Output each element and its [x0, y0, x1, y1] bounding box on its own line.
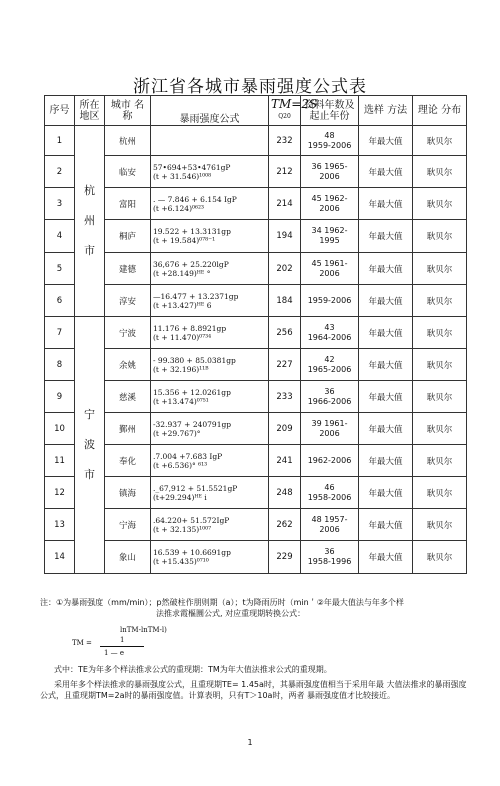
cell-formula: [151, 317, 269, 349]
cell-years: 34 1962- 1995: [301, 220, 359, 253]
cell-method: 年最大值: [359, 220, 413, 253]
formula-numerator: ._67,912 + 51.5521gP: [153, 483, 238, 493]
cell-seq: 7: [45, 317, 75, 349]
cell-seq: 14: [45, 541, 75, 574]
cell-dist: 耿贝尔: [413, 156, 467, 188]
cell-years: 1962-2006: [301, 445, 359, 477]
header-seq: 序号: [45, 96, 75, 126]
cell-dist: 耿贝尔: [413, 541, 467, 574]
cell-region-ningbo: [75, 317, 105, 574]
cell-tm: 212: [269, 156, 301, 188]
formula-denominator: (t + 32.135)¹⁰⁰⁷: [153, 524, 212, 534]
cell-seq: 13: [45, 509, 75, 541]
table-row: [45, 541, 467, 574]
cell-tm: 248: [269, 477, 301, 509]
table-row: [45, 509, 467, 541]
cell-seq: 1: [45, 126, 75, 156]
header-method: 选样 方法: [359, 96, 413, 126]
cell-method: 年最大值: [359, 445, 413, 477]
cell-formula: [151, 349, 269, 381]
table-row: [45, 253, 467, 285]
formula-numerator: 57•694+53•4761gP: [153, 162, 231, 172]
cell-tm: 202: [269, 253, 301, 285]
table-row: [45, 413, 467, 445]
cell-years: 36 1958-1996: [301, 541, 359, 574]
cell-years: 45 1961-2006: [301, 253, 359, 285]
conversion-formula: [72, 624, 272, 664]
cell-dist: 耿贝尔: [413, 220, 467, 253]
formula-numerator: .64.220+ 51.572IgP: [153, 515, 230, 525]
note-line-3: 式中：TE为年多个样法推求公式的重现期：TM为年大值法推求公式的重现期。: [54, 665, 332, 674]
table-row: [45, 285, 467, 317]
formula-numerator: 16.539 + 10.6691gp: [153, 548, 231, 557]
table-row: [45, 156, 467, 188]
cell-years: 39 1961-2006: [301, 413, 359, 445]
cell-formula: [151, 285, 269, 317]
cell-formula: [151, 253, 269, 285]
cell-dist: 耿贝尔: [413, 188, 467, 220]
cell-dist: 耿贝尔: [413, 413, 467, 445]
page-number: 1: [247, 738, 253, 747]
cell-city: 杭州: [105, 126, 151, 156]
cell-region-hangzhou: [75, 126, 105, 317]
cell-seq: 12: [45, 477, 75, 509]
cell-method: 年最大值: [359, 253, 413, 285]
cell-method: 年最大值: [359, 156, 413, 188]
cell-years: 43 1964-2006: [301, 317, 359, 349]
formula-denominator: (t +6.536)° ⁶¹³: [153, 460, 208, 470]
header-city: 城市 名称: [105, 96, 151, 126]
cell-seq: 11: [45, 445, 75, 477]
formula-numerator: 36,676 + 25.220lgP: [153, 259, 229, 269]
cell-city: 宁波: [105, 317, 151, 349]
cell-method: 年最大值: [359, 477, 413, 509]
note-line-2: 法推求霞樞圜公式, 对应重现期转换公式：: [156, 609, 306, 618]
cell-method: 年最大值: [359, 509, 413, 541]
header-formula-label: 暴雨强度公式: [179, 114, 240, 125]
cell-city: 奉化: [105, 445, 151, 477]
formula-numerator: 15.356 + 12.0261gp: [153, 387, 231, 397]
cell-method: 年最大值: [359, 188, 413, 220]
formula-label: TM =: [72, 639, 92, 647]
cell-formula: [151, 126, 269, 156]
cell-years: 46 1958-2006: [301, 477, 359, 509]
cell-formula: [151, 477, 269, 509]
cell-years: 48 1959-2006: [301, 126, 359, 156]
cell-dist: 耿贝尔: [413, 317, 467, 349]
formula-denominator: (t +15.435)⁰⁷¹⁰: [153, 557, 209, 566]
cell-tm: 194: [269, 220, 301, 253]
cell-city: 桐庐: [105, 220, 151, 253]
cell-method: 年最大值: [359, 413, 413, 445]
table-row: [45, 188, 467, 220]
formula-denominator: (t + 19.584)⁰⁷⁸⁻¹: [153, 236, 216, 245]
cell-formula: [151, 188, 269, 220]
cell-city: 富阳: [105, 188, 151, 220]
cell-method: 年最大值: [359, 317, 413, 349]
cell-tm: 227: [269, 349, 301, 381]
formula-side: lnTM-lnTM-l): [120, 626, 167, 634]
formula-numerator: .7.004 +7.683 IgP: [153, 451, 223, 461]
cell-city: 慈溪: [105, 381, 151, 413]
cell-formula: [151, 445, 269, 477]
footnotes: [40, 597, 470, 619]
formula-denominator: (t+29.294)ᴴᴱ i: [153, 492, 207, 502]
formula-denominator: (t +13.474)⁰⁷⁵¹: [153, 396, 209, 406]
cell-method: 年最大值: [359, 541, 413, 574]
cell-formula: [151, 413, 269, 445]
region-label: 杭 州 市: [84, 184, 95, 257]
cell-method: 年最大值: [359, 285, 413, 317]
header-years: 资料年数及起止年份: [301, 96, 359, 126]
header-tm-label: TM=2S: [271, 97, 318, 111]
table-row: [45, 126, 467, 156]
cell-seq: 6: [45, 285, 75, 317]
formula-numerator: 1: [120, 636, 125, 644]
cell-years: 45 1962-2006: [301, 188, 359, 220]
cell-city: 鄞州: [105, 413, 151, 445]
cell-tm: 233: [269, 381, 301, 413]
cell-tm: 214: [269, 188, 301, 220]
cell-seq: 8: [45, 349, 75, 381]
table-row: [45, 477, 467, 509]
cell-city: 宁海: [105, 509, 151, 541]
cell-dist: 耿贝尔: [413, 253, 467, 285]
cell-method: 年最大值: [359, 126, 413, 156]
formula-bar: [100, 646, 144, 647]
cell-method: 年最大值: [359, 349, 413, 381]
cell-formula: [151, 220, 269, 253]
cell-city: 镇海: [105, 477, 151, 509]
cell-tm: 209: [269, 413, 301, 445]
cell-seq: 3: [45, 188, 75, 220]
note-line-4: 采用年多个样法推求的暴雨强度公式，且重现期TE= 1.45a时，其暴雨强度值相当于采用年最 大值法推求的暴雨强度公式，且重现期TM=2a时的暴雨强度值。计算表明，只有T＞10a时，两者 暴雨强度值才比较接近。: [40, 680, 467, 700]
cell-city: 余姚: [105, 349, 151, 381]
region-label: 宁 波 市: [84, 408, 95, 481]
cell-tm: 184: [269, 285, 301, 317]
cell-dist: 耿贝尔: [413, 509, 467, 541]
footnotes-body: [40, 664, 470, 701]
cell-dist: 耿贝尔: [413, 349, 467, 381]
cell-dist: 耿贝尔: [413, 285, 467, 317]
cell-tm: 256: [269, 317, 301, 349]
formula-denominator: (t + 32.196)¹¹ᴮ: [153, 364, 209, 374]
cell-formula: [151, 381, 269, 413]
formula-numerator: 19.522 + 13.3131gp: [153, 227, 231, 236]
table-body: [45, 126, 467, 574]
formula-numerator: 11.176 + 8.8921gp: [153, 323, 227, 333]
formula-denominator: (t +29.767)°: [153, 428, 201, 438]
cell-tm: 232: [269, 126, 301, 156]
cell-years: 48 1957-2006: [301, 509, 359, 541]
header-tm: [269, 96, 318, 126]
cell-years: 36 1966-2006: [301, 381, 359, 413]
cell-city: 象山: [105, 541, 151, 574]
formula-denominator: (t +6.124)⁰⁶²³: [153, 203, 205, 213]
page-title: 浙江省各城市暴雨强度公式表: [133, 77, 367, 97]
header-tm-sub: Q20: [278, 113, 291, 120]
cell-years: 36 1965-2006: [301, 156, 359, 188]
header-dist: 理论 分布: [413, 96, 467, 126]
cell-city: 淳安: [105, 285, 151, 317]
formula-denominator: (t +13.427)ᴴᴱ 6: [153, 300, 212, 310]
cell-tm: 262: [269, 509, 301, 541]
cell-formula: [151, 509, 269, 541]
cell-city: 临安: [105, 156, 151, 188]
note-line-1: 注：①为暴雨强度（mm/min）；p然破柱作朋则期（a）；t为降雨历时（min＇②年最大值法与年多个样: [40, 598, 404, 607]
table-header-row: [45, 96, 467, 126]
cell-seq: 10: [45, 413, 75, 445]
table-row: [45, 317, 467, 349]
formula-numerator: -32.937 + 240791gp: [153, 419, 232, 429]
cell-years: 42 1965-2006: [301, 349, 359, 381]
header-region: 所在地区: [75, 96, 105, 126]
table-row: [45, 349, 467, 381]
cell-seq: 9: [45, 381, 75, 413]
table-row: [45, 220, 467, 253]
header-formula: [151, 96, 269, 126]
cell-dist: 耿贝尔: [413, 381, 467, 413]
formula-denominator: (t + 11.470)⁰⁷³⁴: [153, 332, 212, 342]
cell-seq: 4: [45, 220, 75, 253]
formula-denominator: 1 — e: [104, 649, 125, 657]
table-row: [45, 445, 467, 477]
cell-years: 1959-2006: [301, 285, 359, 317]
cell-formula: [151, 541, 269, 574]
formula-denominator: (t +28.149)ᴴᴱ °: [153, 268, 211, 278]
cell-dist: 耿贝尔: [413, 477, 467, 509]
cell-seq: 5: [45, 253, 75, 285]
formula-numerator: . — 7.846 + 6.154 IgP: [153, 194, 237, 204]
cell-tm: 229: [269, 541, 301, 574]
rainfall-formula-table: [44, 95, 467, 574]
cell-method: 年最大值: [359, 381, 413, 413]
cell-formula: [151, 156, 269, 188]
cell-city: 建德: [105, 253, 151, 285]
formula-numerator: - 99.380 + 85.0381gp: [153, 355, 236, 365]
cell-tm: 241: [269, 445, 301, 477]
formula-denominator: (t + 31.546)¹⁰⁰⁸: [153, 171, 212, 181]
cell-dist: 耿贝尔: [413, 445, 467, 477]
cell-dist: 耿贝尔: [413, 126, 467, 156]
cell-seq: 2: [45, 156, 75, 188]
table-row: [45, 381, 467, 413]
formula-numerator: —16.477 + 13.2371gp: [153, 291, 239, 301]
